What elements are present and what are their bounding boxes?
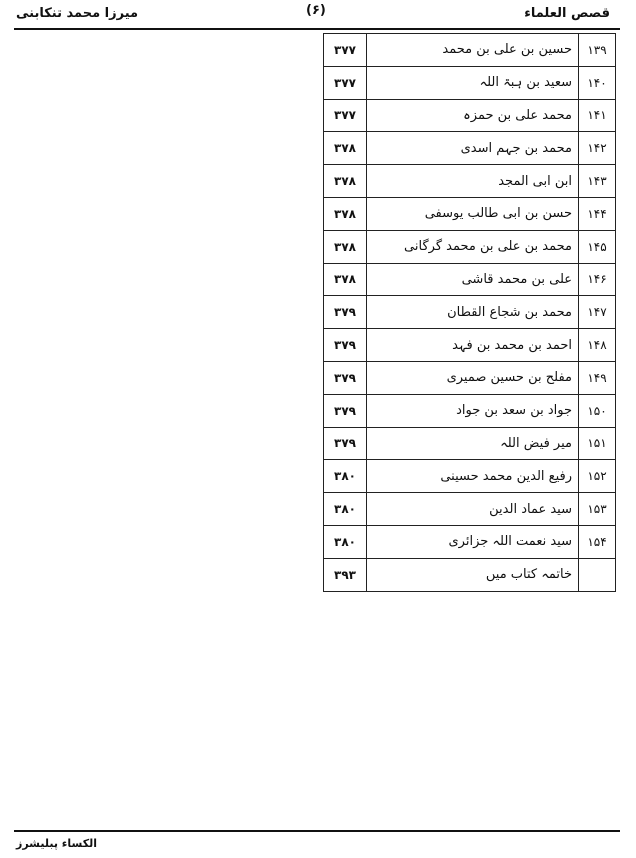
footer-divider <box>14 830 620 832</box>
number-cell: ۱۴۹ <box>579 361 616 394</box>
number-cell: ۱۴۴ <box>579 197 616 230</box>
page-cell: ۳۷۸ <box>324 230 367 263</box>
page-number: (۶) <box>306 3 326 18</box>
page-cell: ۳۷۸ <box>324 132 367 165</box>
page-cell: ۳۷۷ <box>324 34 367 67</box>
title-cell: محمد بن علی بن محمد گرگانی <box>367 230 579 263</box>
contents-table <box>323 33 616 592</box>
number-cell: ۱۵۰ <box>579 394 616 427</box>
page-header <box>0 0 636 32</box>
title-cell: حسین بن علی بن محمد <box>367 34 579 67</box>
author-name: میرزا محمد تنکابنی <box>16 6 139 21</box>
table-row <box>324 329 616 362</box>
number-cell: ۱۵۳ <box>579 493 616 526</box>
title-cell: سعید بن ہبۃ اللہ <box>367 66 579 99</box>
publisher-name: الکساء پبلیشرز <box>16 837 98 850</box>
number-cell: ۱۴۰ <box>579 66 616 99</box>
table-row <box>324 165 616 198</box>
title-cell: میر فیض اللہ <box>367 427 579 460</box>
number-cell: ۱۴۳ <box>579 165 616 198</box>
table-row <box>324 525 616 558</box>
title-cell: خاتمہ کتاب میں <box>367 558 579 591</box>
title-cell: رفیع الدین محمد حسینی <box>367 460 579 493</box>
number-cell: ۱۴۶ <box>579 263 616 296</box>
table-row <box>324 558 616 591</box>
page-cell: ۳۷۸ <box>324 197 367 230</box>
page-cell: ۳۸۰ <box>324 493 367 526</box>
title-cell: علی بن محمد قاشی <box>367 263 579 296</box>
number-cell: ۱۳۹ <box>579 34 616 67</box>
number-cell: ۱۴۸ <box>579 329 616 362</box>
title-cell: ابن ابی المجد <box>367 165 579 198</box>
title-cell: احمد بن محمد بن فہد <box>367 329 579 362</box>
page-cell: ۳۸۰ <box>324 525 367 558</box>
page-cell: ۳۷۹ <box>324 427 367 460</box>
page-cell: ۳۷۹ <box>324 361 367 394</box>
table-row <box>324 263 616 296</box>
table-row <box>324 34 616 67</box>
header-divider <box>14 28 620 30</box>
title-cell: محمد علی بن حمزہ <box>367 99 579 132</box>
title-cell: محمد بن شجاع القطان <box>367 296 579 329</box>
number-cell: ۱۵۱ <box>579 427 616 460</box>
title-cell: حسن بن ابی طالب یوسفی <box>367 197 579 230</box>
page-cell: ۳۷۸ <box>324 165 367 198</box>
title-cell: محمد بن جہم اسدی <box>367 132 579 165</box>
table-row <box>324 296 616 329</box>
page-cell: ۳۷۸ <box>324 263 367 296</box>
number-cell: ۱۴۵ <box>579 230 616 263</box>
page-cell: ۳۷۷ <box>324 99 367 132</box>
title-cell: مفلح بن حسین صمیری <box>367 361 579 394</box>
page-cell: ۳۹۳ <box>324 558 367 591</box>
table-row <box>324 394 616 427</box>
number-cell <box>579 558 616 591</box>
table-row <box>324 132 616 165</box>
number-cell: ۱۵۴ <box>579 525 616 558</box>
contents-table-body <box>324 34 616 592</box>
number-cell: ۱۴۱ <box>579 99 616 132</box>
table-row <box>324 99 616 132</box>
number-cell: ۱۵۲ <box>579 460 616 493</box>
table-row <box>324 493 616 526</box>
page-cell: ۳۷۹ <box>324 296 367 329</box>
table-row <box>324 361 616 394</box>
table-row <box>324 197 616 230</box>
page-cell: ۳۷۷ <box>324 66 367 99</box>
page-cell: ۳۷۹ <box>324 394 367 427</box>
page-cell: ۳۷۹ <box>324 329 367 362</box>
table-row <box>324 460 616 493</box>
number-cell: ۱۴۲ <box>579 132 616 165</box>
page-cell: ۳۸۰ <box>324 460 367 493</box>
table-row <box>324 427 616 460</box>
book-title: قصص العلماء <box>524 6 610 21</box>
title-cell: سید نعمت اللہ جزائری <box>367 525 579 558</box>
number-cell: ۱۴۷ <box>579 296 616 329</box>
table-row <box>324 66 616 99</box>
table-row <box>324 230 616 263</box>
title-cell: سید عماد الدین <box>367 493 579 526</box>
title-cell: جواد بن سعد بن جواد <box>367 394 579 427</box>
